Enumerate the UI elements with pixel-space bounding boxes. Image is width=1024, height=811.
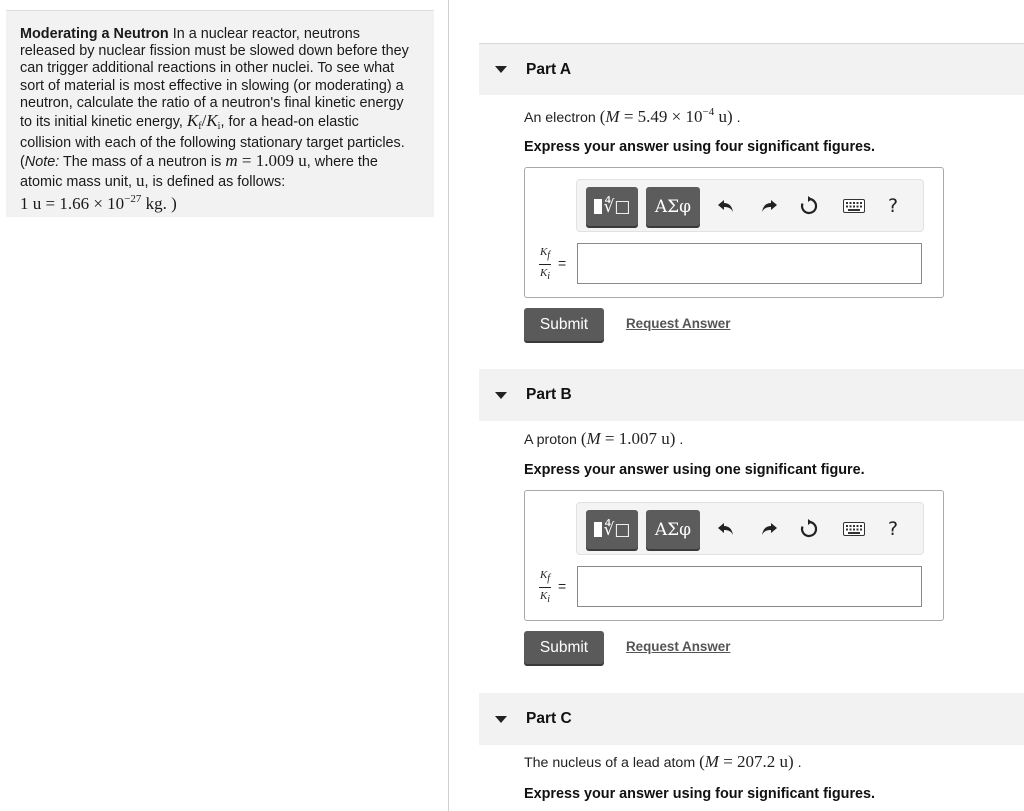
help-icon[interactable]: ? <box>887 518 899 540</box>
prompt-math: (M = 207.2 u) <box>699 752 794 771</box>
problem-line: The mass of a neutron is <box>62 154 222 171</box>
prompt-text: An electron <box>524 110 596 126</box>
templates-button[interactable] <box>586 510 638 549</box>
kinetic-energy-ratio: $K_f/K_i$ <box>186 111 221 133</box>
greek-symbols-button[interactable]: ΑΣφ <box>646 510 700 549</box>
templates-icon: ∜□ <box>594 520 631 540</box>
reset-icon[interactable] <box>795 193 823 219</box>
keyboard-icon[interactable] <box>840 193 868 219</box>
templates-button[interactable] <box>586 187 638 226</box>
problem-statement-panel <box>6 10 434 217</box>
prompt-math: (M = 1.007 u) <box>580 429 676 448</box>
part-b-submit-button[interactable]: Submit <box>524 631 604 664</box>
part-c-header[interactable] <box>479 693 1024 745</box>
part-title: Part B <box>526 386 572 403</box>
fraction-numerator: $K_f$ <box>539 246 551 261</box>
reset-icon[interactable] <box>795 516 823 542</box>
part-a-prompt: An electron ($M = 5.49 \times 10^{-4}$ u) . <box>524 106 741 126</box>
part-title: Part C <box>526 710 572 727</box>
part-a-header[interactable] <box>479 43 1024 95</box>
part-a-request-answer-link[interactable]: Request Answer <box>626 316 731 331</box>
problem-text: Moderating a Neutron In a nuclear reactor, neutrons released by nuclear fission must be slowed down before they can trigger additional reactions in other nuclei. To see what sort of material is most effective in slowing (or moderating) a neutron, calculate the ratio of a neutron's final kinetic energy to its initial kinetic energy, $K_f/K_i$, for a head-on elastic collision with each of the following stationary target particles. (Note: The mass of a neutron is m = 1.009 u, where the atomic mass unit, u, is defined as follows: 1 $u = 1.66 \times 10^{-27}$ kg. ) <box>20 26 409 213</box>
part-b-request-answer-link[interactable]: Request Answer <box>626 639 731 654</box>
redo-icon[interactable] <box>755 193 783 219</box>
part-b-answer-box <box>524 490 944 621</box>
fraction-numerator: $K_f$ <box>539 569 551 584</box>
part-b-instruction: Express your answer using one significant figure. <box>524 462 865 478</box>
problem-title: Moderating a Neutron <box>20 26 169 42</box>
note-label: Note: <box>24 154 60 171</box>
part-b-prompt: A proton (M = 1.007 u) . <box>524 429 684 448</box>
keyboard-icon[interactable] <box>840 516 868 542</box>
equals-sign: = <box>558 578 567 594</box>
panel-divider <box>448 0 449 811</box>
problem-line: sort of material is most effective in slowing (or moderating) a <box>20 77 404 94</box>
problem-line: atomic mass unit, <box>20 173 132 190</box>
problem-line: can trigger additional reactions in other nuclei. To see what <box>20 60 395 77</box>
problem-line: In a nuclear reactor, neutrons <box>172 26 360 42</box>
fraction-denominator: $K_i$ <box>539 590 551 605</box>
math-toolbar <box>576 502 924 555</box>
help-icon[interactable]: ? <box>887 195 899 217</box>
unit-definition: 1 $u = 1.66 \times 10^{-27}$ kg. ) <box>20 192 177 213</box>
prompt-math: ($M = 5.49 \times 10^{-4}$ u) <box>599 106 733 126</box>
redo-icon[interactable] <box>755 516 783 542</box>
collapse-caret-icon[interactable] <box>495 66 507 73</box>
part-a-answer-input[interactable] <box>577 243 922 284</box>
part-title: Part A <box>526 60 572 78</box>
problem-line: , where the <box>306 154 378 171</box>
neutron-mass: m = 1.009 u <box>225 151 307 171</box>
collapse-caret-icon[interactable] <box>495 716 507 723</box>
problem-line: released by nuclear fission must be slowed down before they <box>20 43 409 60</box>
problem-line: neutron, calculate the ratio of a neutron's final kinetic energy <box>20 94 404 111</box>
fraction-denominator: $K_i$ <box>539 267 551 282</box>
part-b-header[interactable] <box>479 369 1024 421</box>
part-c-prompt: The nucleus of a lead atom (M = 207.2 u) . <box>524 752 802 771</box>
part-a-instruction: Express your answer using four significant figures. <box>524 139 876 155</box>
part-a-answer-box <box>524 167 944 298</box>
problem-line: , is defined as follows: <box>144 173 286 190</box>
undo-icon[interactable] <box>712 193 740 219</box>
collapse-caret-icon[interactable] <box>495 392 507 399</box>
templates-icon: ∜□ <box>594 197 631 217</box>
part-c-instruction: Express your answer using four significant figures. <box>524 786 876 802</box>
part-b-answer-input[interactable] <box>577 566 922 607</box>
undo-icon[interactable] <box>712 516 740 542</box>
math-toolbar <box>576 179 924 232</box>
greek-symbols-button[interactable]: ΑΣφ <box>646 187 700 226</box>
unit-symbol: u <box>135 170 145 190</box>
problem-line: to its initial kinetic energy, <box>20 114 183 131</box>
problem-line: collision with each of the following stationary target particles. <box>20 135 405 152</box>
prompt-text: The nucleus of a lead atom <box>524 755 696 771</box>
equals-sign: = <box>558 255 567 271</box>
problem-line: , for a head-on elastic <box>220 114 359 131</box>
part-a-submit-button[interactable]: Submit <box>524 308 604 341</box>
prompt-text: A proton <box>524 432 577 448</box>
